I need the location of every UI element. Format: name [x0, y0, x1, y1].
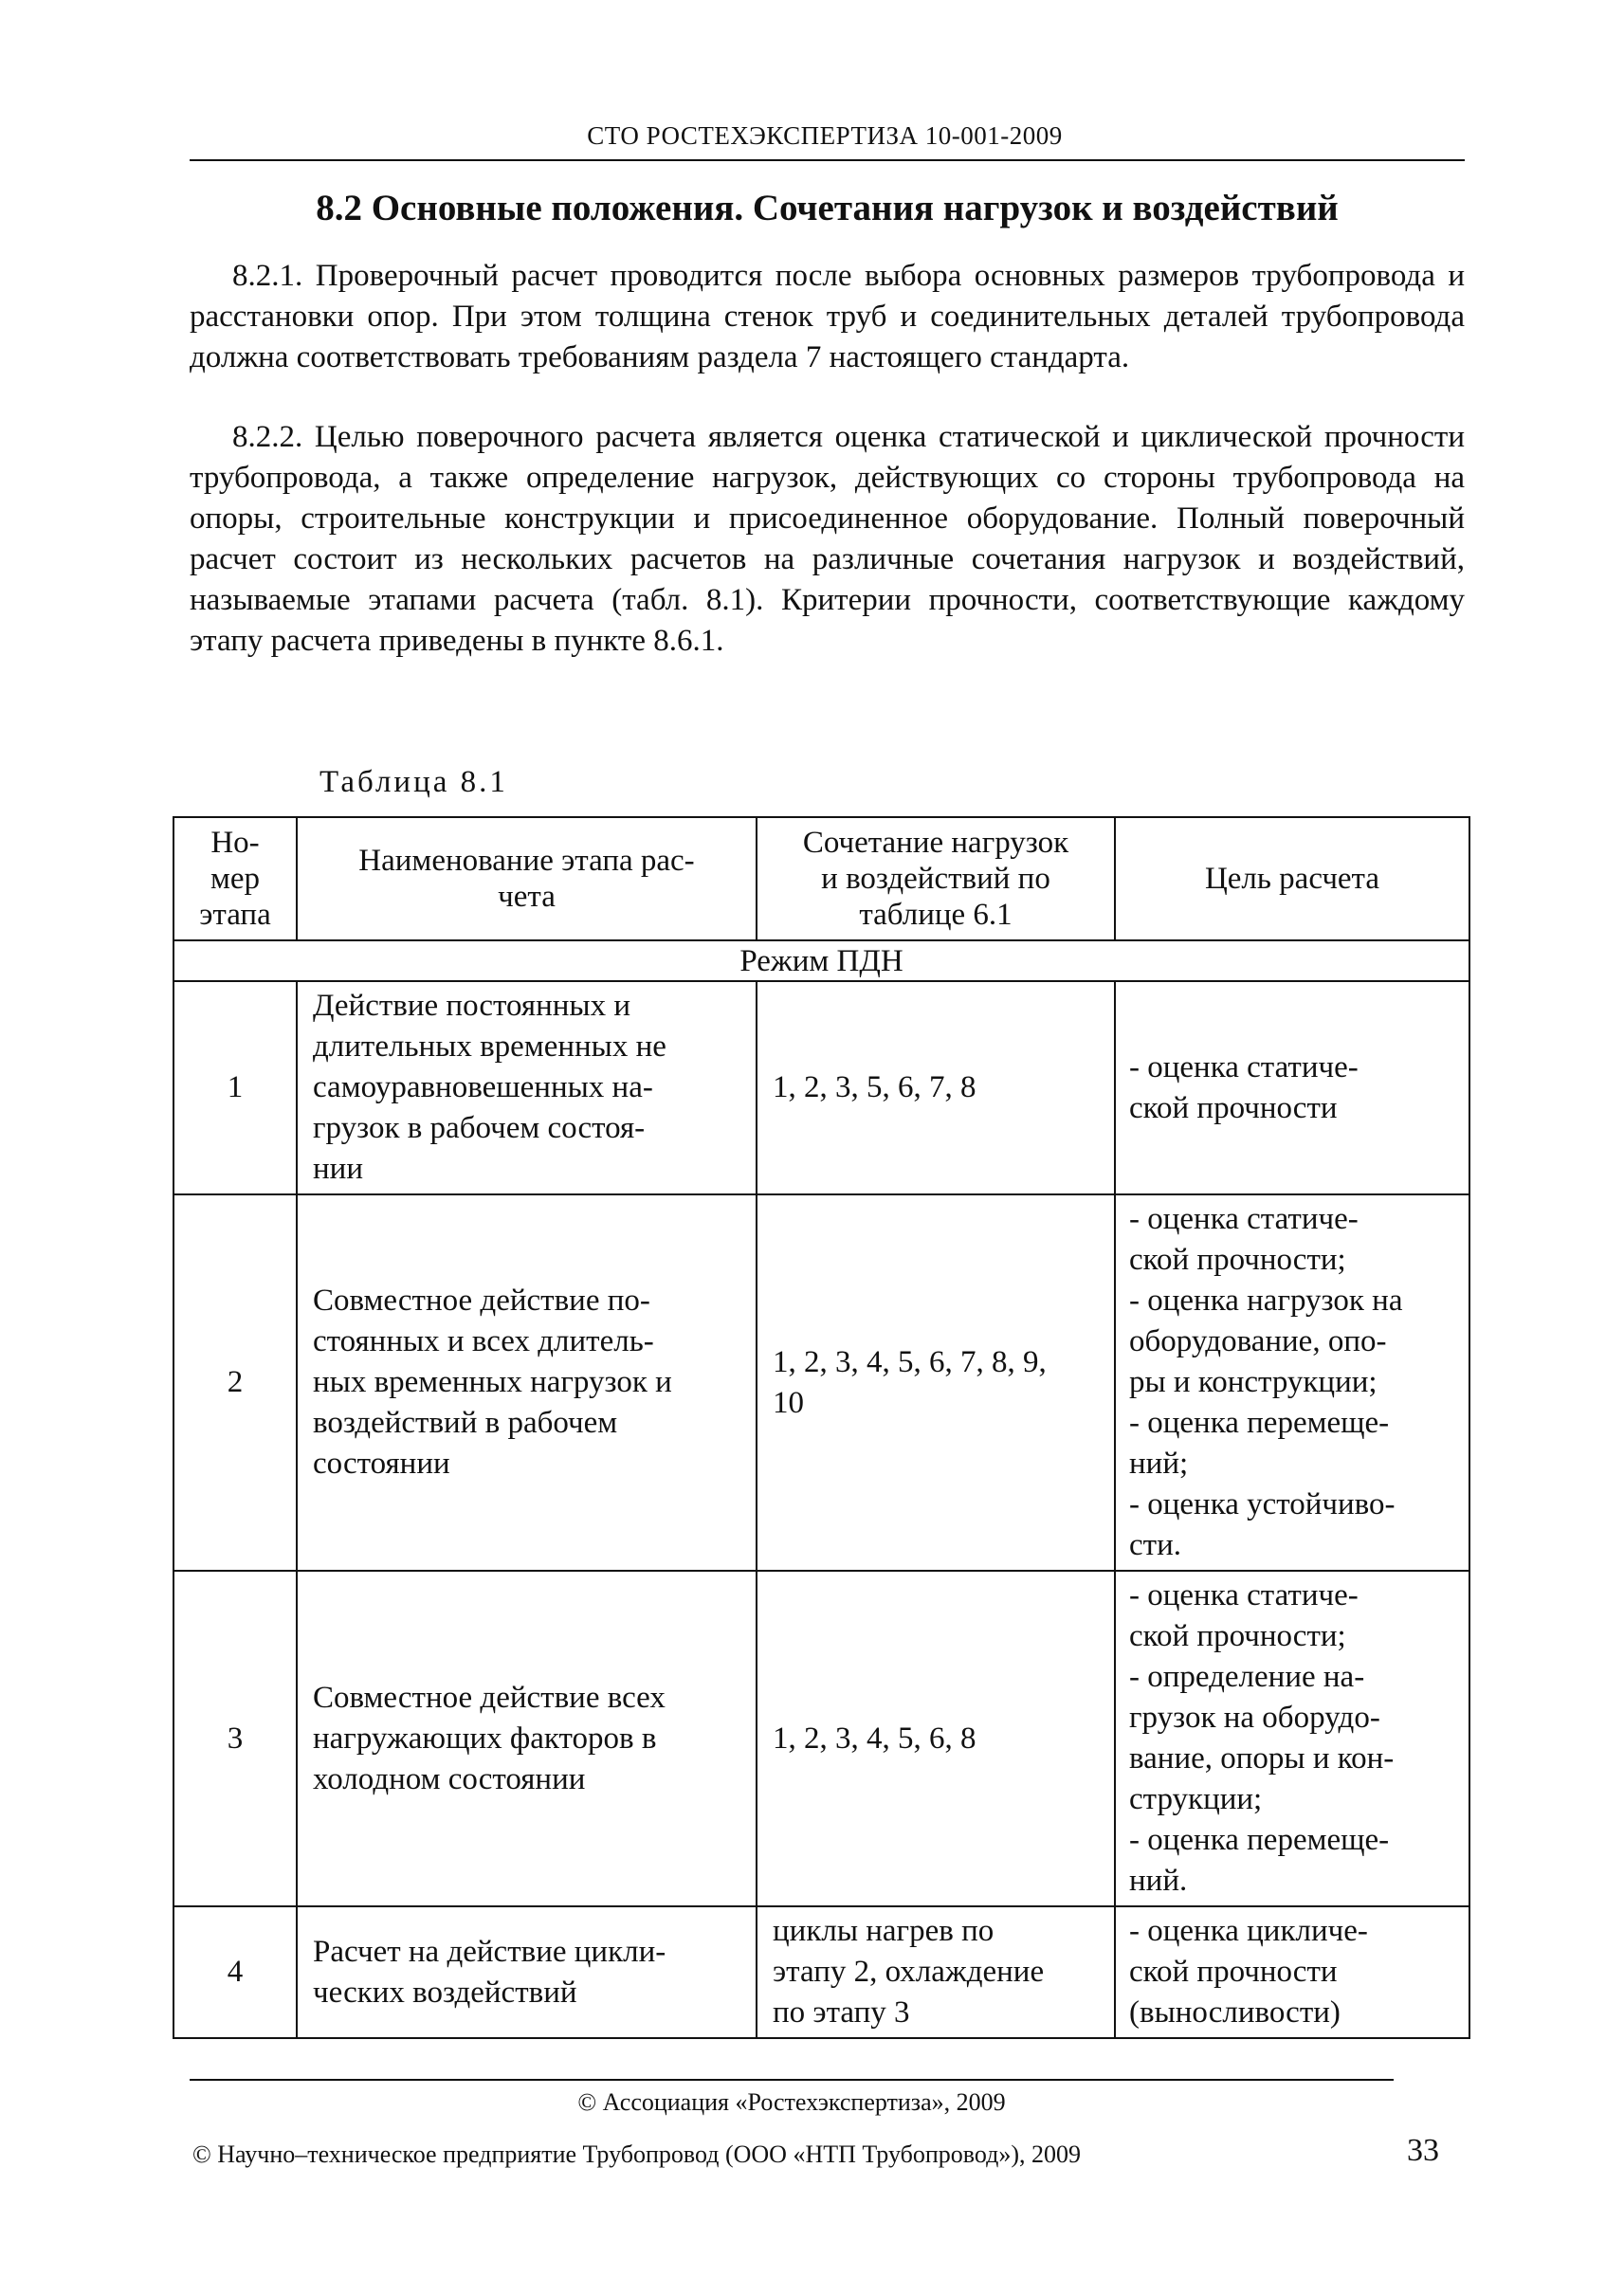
- footer-copyright-company: © Научно–техническое предприятие Трубопровод (ООО «НТП Трубопровод»), 2009: [192, 2140, 1081, 2168]
- stage-combination: 1, 2, 3, 5, 6, 7, 8: [757, 981, 1115, 1194]
- stage-name: Совместное действие всех нагружающих факторов в холодном состоянии: [297, 1571, 757, 1906]
- footer-divider: [190, 2079, 1394, 2081]
- stage-goal: - оценка цикличе- ской прочности (выносливости): [1115, 1906, 1469, 2038]
- header-divider: [190, 159, 1465, 161]
- stage-number: 4: [173, 1906, 297, 2038]
- page-number: 33: [1407, 2133, 1439, 2168]
- section-title: 8.2 Основные положения. Сочетания нагрузок и воздействий: [316, 188, 1339, 228]
- footer-copyright-association: © Ассоциация «Ростехэкспертиза», 2009: [577, 2088, 1006, 2116]
- paragraph-8-2-1: 8.2.1. Проверочный расчет проводится после выбора основных размеров трубопровода и расстановки опор. При этом толщина стенок труб и соединительных деталей трубопровода должна соответствовать требованиям раздела 7 настоящего стандарта.: [190, 259, 1465, 374]
- mode-row: [173, 940, 1469, 981]
- mode-label: Режим ПДН: [173, 940, 1469, 981]
- stage-name: Расчет на действие цикли- ческих воздействий: [297, 1906, 757, 2038]
- header-calculation-goal: Цель расчета: [1115, 817, 1469, 940]
- stage-name: Действие постоянных и длительных временных не самоуравновешенных на- грузок в рабочем состоя- нии: [297, 981, 757, 1194]
- stage-combination: циклы нагрев по этапу 2, охлаждение по этапу 3: [757, 1906, 1115, 2038]
- stage-name: Совместное действие по- стоянных и всех длитель- ных временных нагрузок и воздействий в рабочем состоянии: [297, 1194, 757, 1571]
- table-row: [173, 981, 1469, 1194]
- stage-number: 2: [173, 1194, 297, 1571]
- header-stage-number: Но- мер этапа: [173, 817, 297, 940]
- table-header-row: [173, 817, 1469, 940]
- stage-goal: - оценка статиче- ской прочности; - оценка нагрузок на оборудование, опо- ры и конструкции; - оценка перемеще- ний; - оценка устойчиво- сти.: [1115, 1194, 1469, 1571]
- table-row: [173, 1194, 1469, 1571]
- stage-combination: 1, 2, 3, 4, 5, 6, 8: [757, 1571, 1115, 1906]
- stage-goal: - оценка статиче- ской прочности: [1115, 981, 1469, 1194]
- stage-number: 3: [173, 1571, 297, 1906]
- stage-combination: 1, 2, 3, 4, 5, 6, 7, 8, 9, 10: [757, 1194, 1115, 1571]
- calculation-stages-table: [173, 816, 1470, 2039]
- table-row: [173, 1571, 1469, 1906]
- paragraph-8-2-2: 8.2.2. Целью поверочного расчета является оценка статической и циклической прочности трубопровода, а также определение нагрузок, действующих со стороны трубопровода на опоры, строительные конструкции и присоединенное оборудование. Полный поверочный расчет состоит из нескольких расчетов на различные сочетания нагрузок и воздействий, называемые этапами расчета (табл. 8.1). Критерии прочности, соответствующие каждому этапу расчета приведены в пункте 8.6.1.: [190, 420, 1465, 658]
- header-stage-name: Наименование этапа рас- чета: [297, 817, 757, 940]
- stage-number: 1: [173, 981, 297, 1194]
- table-row: [173, 1906, 1469, 2038]
- table-caption: Таблица 8.1: [319, 765, 508, 799]
- stage-goal: - оценка статиче- ской прочности; - определение на- грузок на оборудо- вание, опоры и кон- струкции; - оценка перемеще- ний.: [1115, 1571, 1469, 1906]
- document-code-header: СТО РОСТЕХЭКСПЕРТИЗА 10-001-2009: [587, 121, 1063, 150]
- header-load-combination: Сочетание нагрузок и воздействий по таблице 6.1: [757, 817, 1115, 940]
